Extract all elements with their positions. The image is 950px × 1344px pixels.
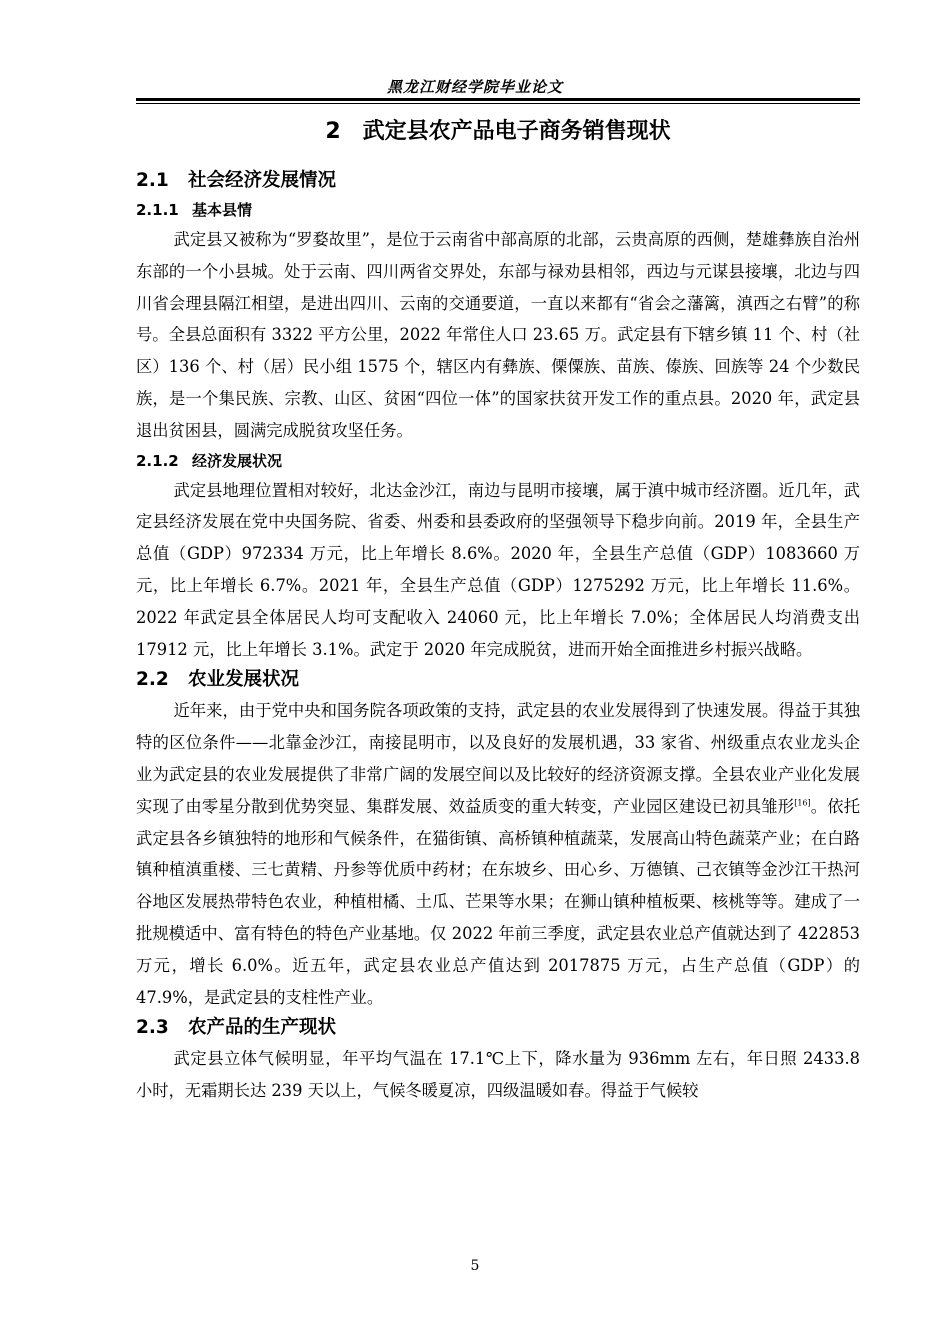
section-heading-2-1: [136, 166, 860, 196]
subsection-number: 2.1.1: [136, 201, 179, 219]
paragraph-basic-county-info: 武定县又被称为“罗婺故里”，是位于云南省中部高原的北部，云贵高原的西侧，楚雄彝族自治州东部的一个小县城。处于云南、四川两省交界处，东部与禄劝县相邻，西边与元谋县接壤，北边与四川省会理县隔江相望，是进出四川、云南的交通要道，一直以来都有“省会之藩篱，滇西之右臂”的称号。全县总面积有 3322 平方公里，2022 年常住人口 23.65 万。武定县有下辖乡镇 11 个、村（社区）136 个、村（居）民小组 1575 个，辖区内有彝族、傈僳族、苗族、傣族、回族等 24 个少数民族，是一个集民族、宗教、山区、贫困“四位一体”的国家扶贫开发工作的重点县。2020 年，武定县退出贫困县，圆满完成脱贫攻坚任务。: [136, 230, 860, 440]
chapter-number: 2: [325, 119, 341, 144]
paragraph-production-status: 武定县立体气候明显，年平均气温在 17.1℃上下，降水量为 936mm 左右，年日照 2433.8 小时，无霜期长达 239 天以上，气候冬暖夏凉，四级温暖如春。得益于气候较: [136, 1049, 860, 1101]
paragraph-agriculture-development: [136, 695, 860, 1013]
subsection-number: 2.1.2: [136, 451, 179, 470]
paragraph-text: 。依托武定县各乡镇独特的地形和气候条件，在猫街镇、高桥镇种植蔬菜，发展高山特色蔬菜产业；在白路镇种植滇重楼、三七黄精、丹参等优质中药材；在东坡乡、田心乡、万德镇、己衣镇等金沙江干热河谷地区发展热带特色农业，种植柑橘、土瓜、芒果等水果；在狮山镇种植板栗、核桃等等。建成了一批规模适中、富有特色的特色产业基地。仅 2022 年前三季度，武定县农业总产值就达到了 422853 万元，增长 6.0%。近五年，武定县农业总产值达到 2017875 万元，占生产总值（GDP）的 47.9%，是武定县的支柱性产业。: [136, 796, 860, 1007]
subsection-title: 基本县情: [192, 201, 253, 219]
section-number: 2.3: [136, 1017, 169, 1039]
section-number: 2.1: [136, 170, 169, 191]
citation-marker: [16]: [794, 798, 811, 808]
page-number: 5: [470, 1258, 480, 1274]
paragraph-economic-development: 武定县地理位置相对较好，北达金沙江，南边与昆明市接壤，属于滇中城市经济圈。近几年，武定县经济发展在党中央国务院、省委、州委和县委政府的坚强领导下稳步向前。2019 年，全县生产总值（GDP）972334 万元，比上年增长 8.6%。2020 年，全县生产总值（GDP）1083660 万元，比上年增长 6.7%。2021 年，全县生产总值（GDP）1275292 万元，比上年增长 11.6%。2022 年武定县全体居民人均可支配收入 24060 元，比上年增长 7.0%；全体居民人均消费支出 17912 元，比上年增长 3.1%。武定于 2020 年完成脱贫，进而开始全面推进乡村振兴战略。: [136, 480, 860, 659]
header-rule-thin: [136, 103, 860, 104]
section-title: 社会经济发展情况: [188, 170, 337, 191]
section-heading-2-2: [136, 665, 860, 695]
subsection-heading-2-1-1: [136, 196, 860, 224]
section-title: 农业发展状况: [188, 669, 300, 691]
chapter-heading: [136, 112, 860, 152]
section-title: 农产品的生产现状: [188, 1017, 337, 1039]
subsection-title: 经济发展状况: [192, 451, 283, 470]
subsection-heading-2-1-2: [136, 447, 860, 475]
page-content: [136, 112, 860, 1107]
paragraph-text: 近年来，由于党中央和国务院各项政策的支持，武定县的农业发展得到了快速发展。得益于其独特的区位条件——北靠金沙江，南接昆明市，以及良好的发展机遇，33 家省、州级重点农业龙头企业为武定县的农业发展提供了非常广阔的发展空间以及比较好的经济资源支撑。全县农业产业化发展实现了由零星分散到优势突显、集群发展、效益质变的重大转变，产业园区建设已初具雏形: [136, 701, 860, 816]
section-heading-2-3: [136, 1013, 860, 1043]
section-number: 2.2: [136, 669, 169, 691]
header-rule-thick: [136, 98, 860, 101]
page-header-title: 黑龙江财经学院毕业论文: [386, 78, 563, 96]
chapter-title: 武定县农产品电子商务销售现状: [362, 119, 671, 144]
